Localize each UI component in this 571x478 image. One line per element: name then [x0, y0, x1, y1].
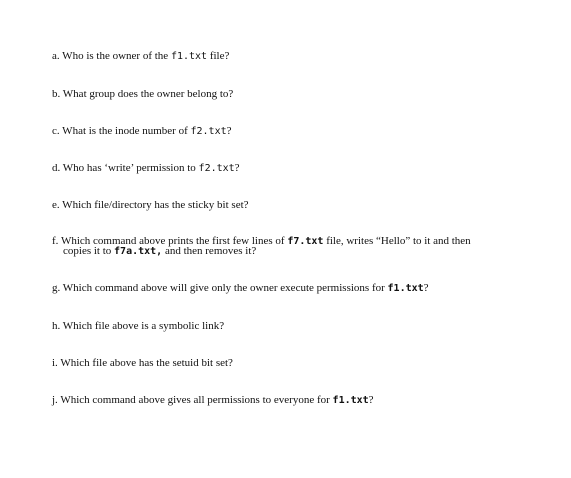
question-h: [52, 320, 224, 333]
question-i-text: i. Which file above has the setuid bit set?: [52, 357, 233, 369]
question-a-end: file?: [207, 50, 230, 62]
question-j-text: j. Which command above gives all permissions to everyone for: [52, 394, 333, 406]
question-b: [52, 88, 233, 101]
filename-code: f1.txt: [170, 51, 208, 62]
filename-code: f7.txt: [287, 236, 324, 247]
question-e: [52, 199, 249, 212]
question-c: [52, 125, 232, 138]
question-d: [52, 162, 240, 175]
question-f-text: f. Which command above prints the first few lines of: [52, 235, 288, 247]
question-d-text: d. Who has ‘write’ permission to: [52, 162, 199, 174]
question-f-line2: [52, 247, 532, 256]
question-f: [52, 236, 532, 256]
filename-code: f1.txt: [332, 395, 369, 406]
question-j: [52, 394, 374, 407]
question-f-text-cont: file, writes “Hello” to it and then: [323, 235, 471, 247]
question-h-text: h. Which file above is a symbolic link?: [52, 320, 225, 332]
question-g: [52, 282, 429, 295]
question-j-end: ?: [368, 394, 374, 406]
question-c-text: c. What is the inode number of: [52, 125, 191, 137]
filename-code: f2.txt: [190, 126, 227, 137]
filename-code: f2.txt: [198, 163, 235, 174]
question-a: [52, 50, 229, 63]
question-f-end: and then removes it?: [162, 245, 257, 257]
question-g-end: ?: [423, 282, 429, 294]
question-f-text-2: copies it to: [63, 245, 115, 257]
filename-code: f7a.txt,: [114, 246, 163, 257]
question-d-end: ?: [234, 162, 240, 174]
question-e-text: e. Which file/directory has the sticky bit set?: [52, 199, 249, 211]
filename-code: f1.txt: [387, 283, 424, 294]
question-c-end: ?: [226, 125, 232, 137]
question-g-text: g. Which command above will give only the owner execute permissions for: [52, 282, 388, 294]
question-b-text: b. What group does the owner belong to?: [52, 88, 234, 100]
question-i: [52, 357, 233, 370]
question-a-text: a. Who is the owner of the: [52, 50, 171, 62]
